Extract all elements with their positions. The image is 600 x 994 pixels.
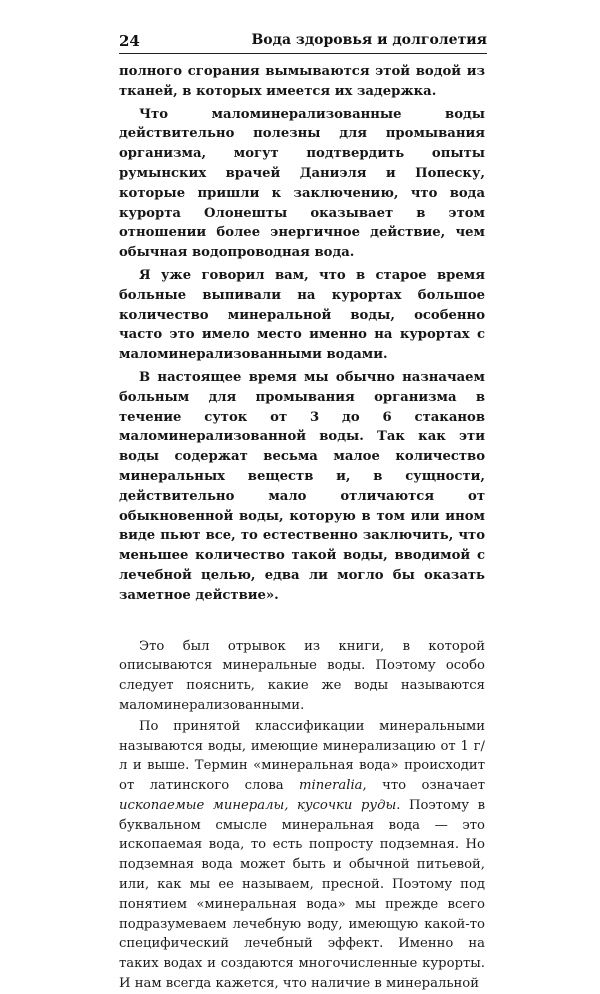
quote-paragraph-3: Я уже говорил вам, что в старое время больные выпивали на курортах большое количество минеральной воды, особенно часто это имело место именно на курортах с маломинерализованными водами.	[119, 267, 485, 363]
body-paragraph-2-text-a: По принятой классификации минеральными называются воды, имеющие минерализацию от 1 г/л и выше. Термин «минеральная вода» происходит от латинского слова	[119, 718, 485, 794]
body-paragraph-2-text-e: . Поэтому в буквальном смысле минеральная вода — это ископаемая вода, то есть попросту подземная. Но подземная вода может быть и обычной питьевой, или, как мы ее называем, пресной. Поэтому под понятием «минеральная вода» мы прежде всего подразумеваем лечебную воду, имеющую какой-то специфический лечебный эффект. Именно на таких водах и создаются многочисленные курорты. И нам всегда кажется, что наличие в минеральной	[119, 797, 486, 992]
body-paragraph-1: Это был отрывок из книги, в которой описываются минеральные воды. Поэтому особо следует пояснить, какие же воды называются маломинерализованными.	[119, 638, 485, 713]
main-text	[119, 637, 485, 994]
quote-paragraph-2: Что маломинерализованные воды действительно полезны для промывания организма, могут подтвердить опыты румынских врачей Даниэля и Попеску, которые пришли к заключению, что вода курорта Олонешты оказывает в этом отношении более энергичное действие, чем обычная водопроводная вода.	[119, 106, 485, 261]
running-title: Вода здоровья и долголетия	[251, 32, 487, 48]
page-number: 24	[119, 32, 140, 50]
page-body	[119, 62, 485, 994]
quote-paragraph-1: полного сгорания вымываются этой водой из тканей, в которых имеется их задержка.	[119, 64, 485, 99]
term-translation: ископаемые минералы, кусочки руды	[119, 797, 397, 813]
body-paragraph-2-text-c: , что означает	[362, 778, 485, 794]
quoted-excerpt	[119, 62, 485, 606]
page-header	[119, 32, 487, 50]
body-paragraph-2	[119, 717, 485, 994]
quote-paragraph-4: В настоящее время мы обычно назначаем больным для промывания организма в течение суток от 3 до 6 стаканов маломинерализованной воды. Так как эти воды содержат весьма малое количество минеральных веществ и, в сущности, действительно мало отличаются от обыкновенной воды, которую в том или ином виде пьют все, то естественно заключить, что меньшее количество такой воды, вводимой с лечебной целью, едва ли могло бы оказать заметное действие».	[119, 369, 485, 603]
latin-term: mineralia	[299, 778, 363, 794]
header-rule	[119, 53, 487, 54]
